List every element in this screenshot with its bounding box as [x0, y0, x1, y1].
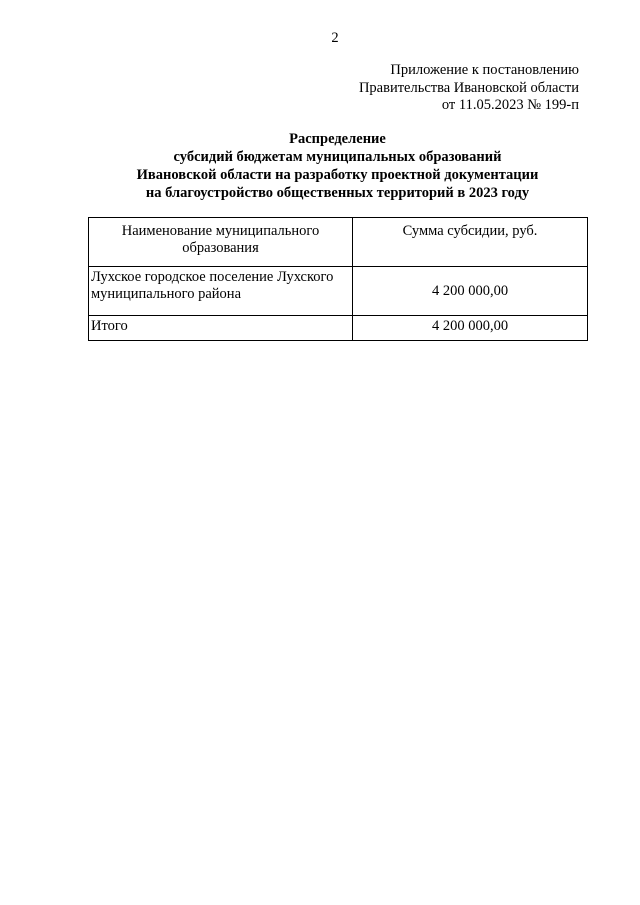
subsidy-table	[88, 217, 588, 341]
document-title	[88, 130, 587, 202]
total-amount-cell: 4 200 000,00	[353, 316, 588, 341]
appendix-line: Приложение к постановлению	[390, 62, 579, 78]
title-line: на благоустройство общественных территорий в 2023 году	[145, 185, 530, 201]
appendix-header	[359, 62, 579, 115]
municipality-cell: Лухское городское поселение Лухского муниципального района	[89, 267, 353, 316]
total-label-cell: Итого	[89, 316, 353, 341]
column-header: Наименование муниципального образования	[89, 218, 353, 267]
appendix-line: Правительства Ивановской области	[358, 79, 579, 96]
title-line: Распределение	[289, 131, 386, 147]
page-number: 2	[331, 30, 339, 46]
column-header: Сумма субсидии, руб.	[353, 218, 588, 267]
title-line: Ивановской области на разработку проектной документации	[136, 167, 539, 183]
title-line: субсидий бюджетам муниципальных образований	[173, 149, 502, 165]
table-row	[89, 267, 588, 316]
appendix-line: от 11.05.2023 № 199-п	[441, 97, 579, 113]
table-header-row	[89, 218, 588, 267]
amount-cell: 4 200 000,00	[353, 267, 588, 316]
table-total-row	[89, 316, 588, 341]
